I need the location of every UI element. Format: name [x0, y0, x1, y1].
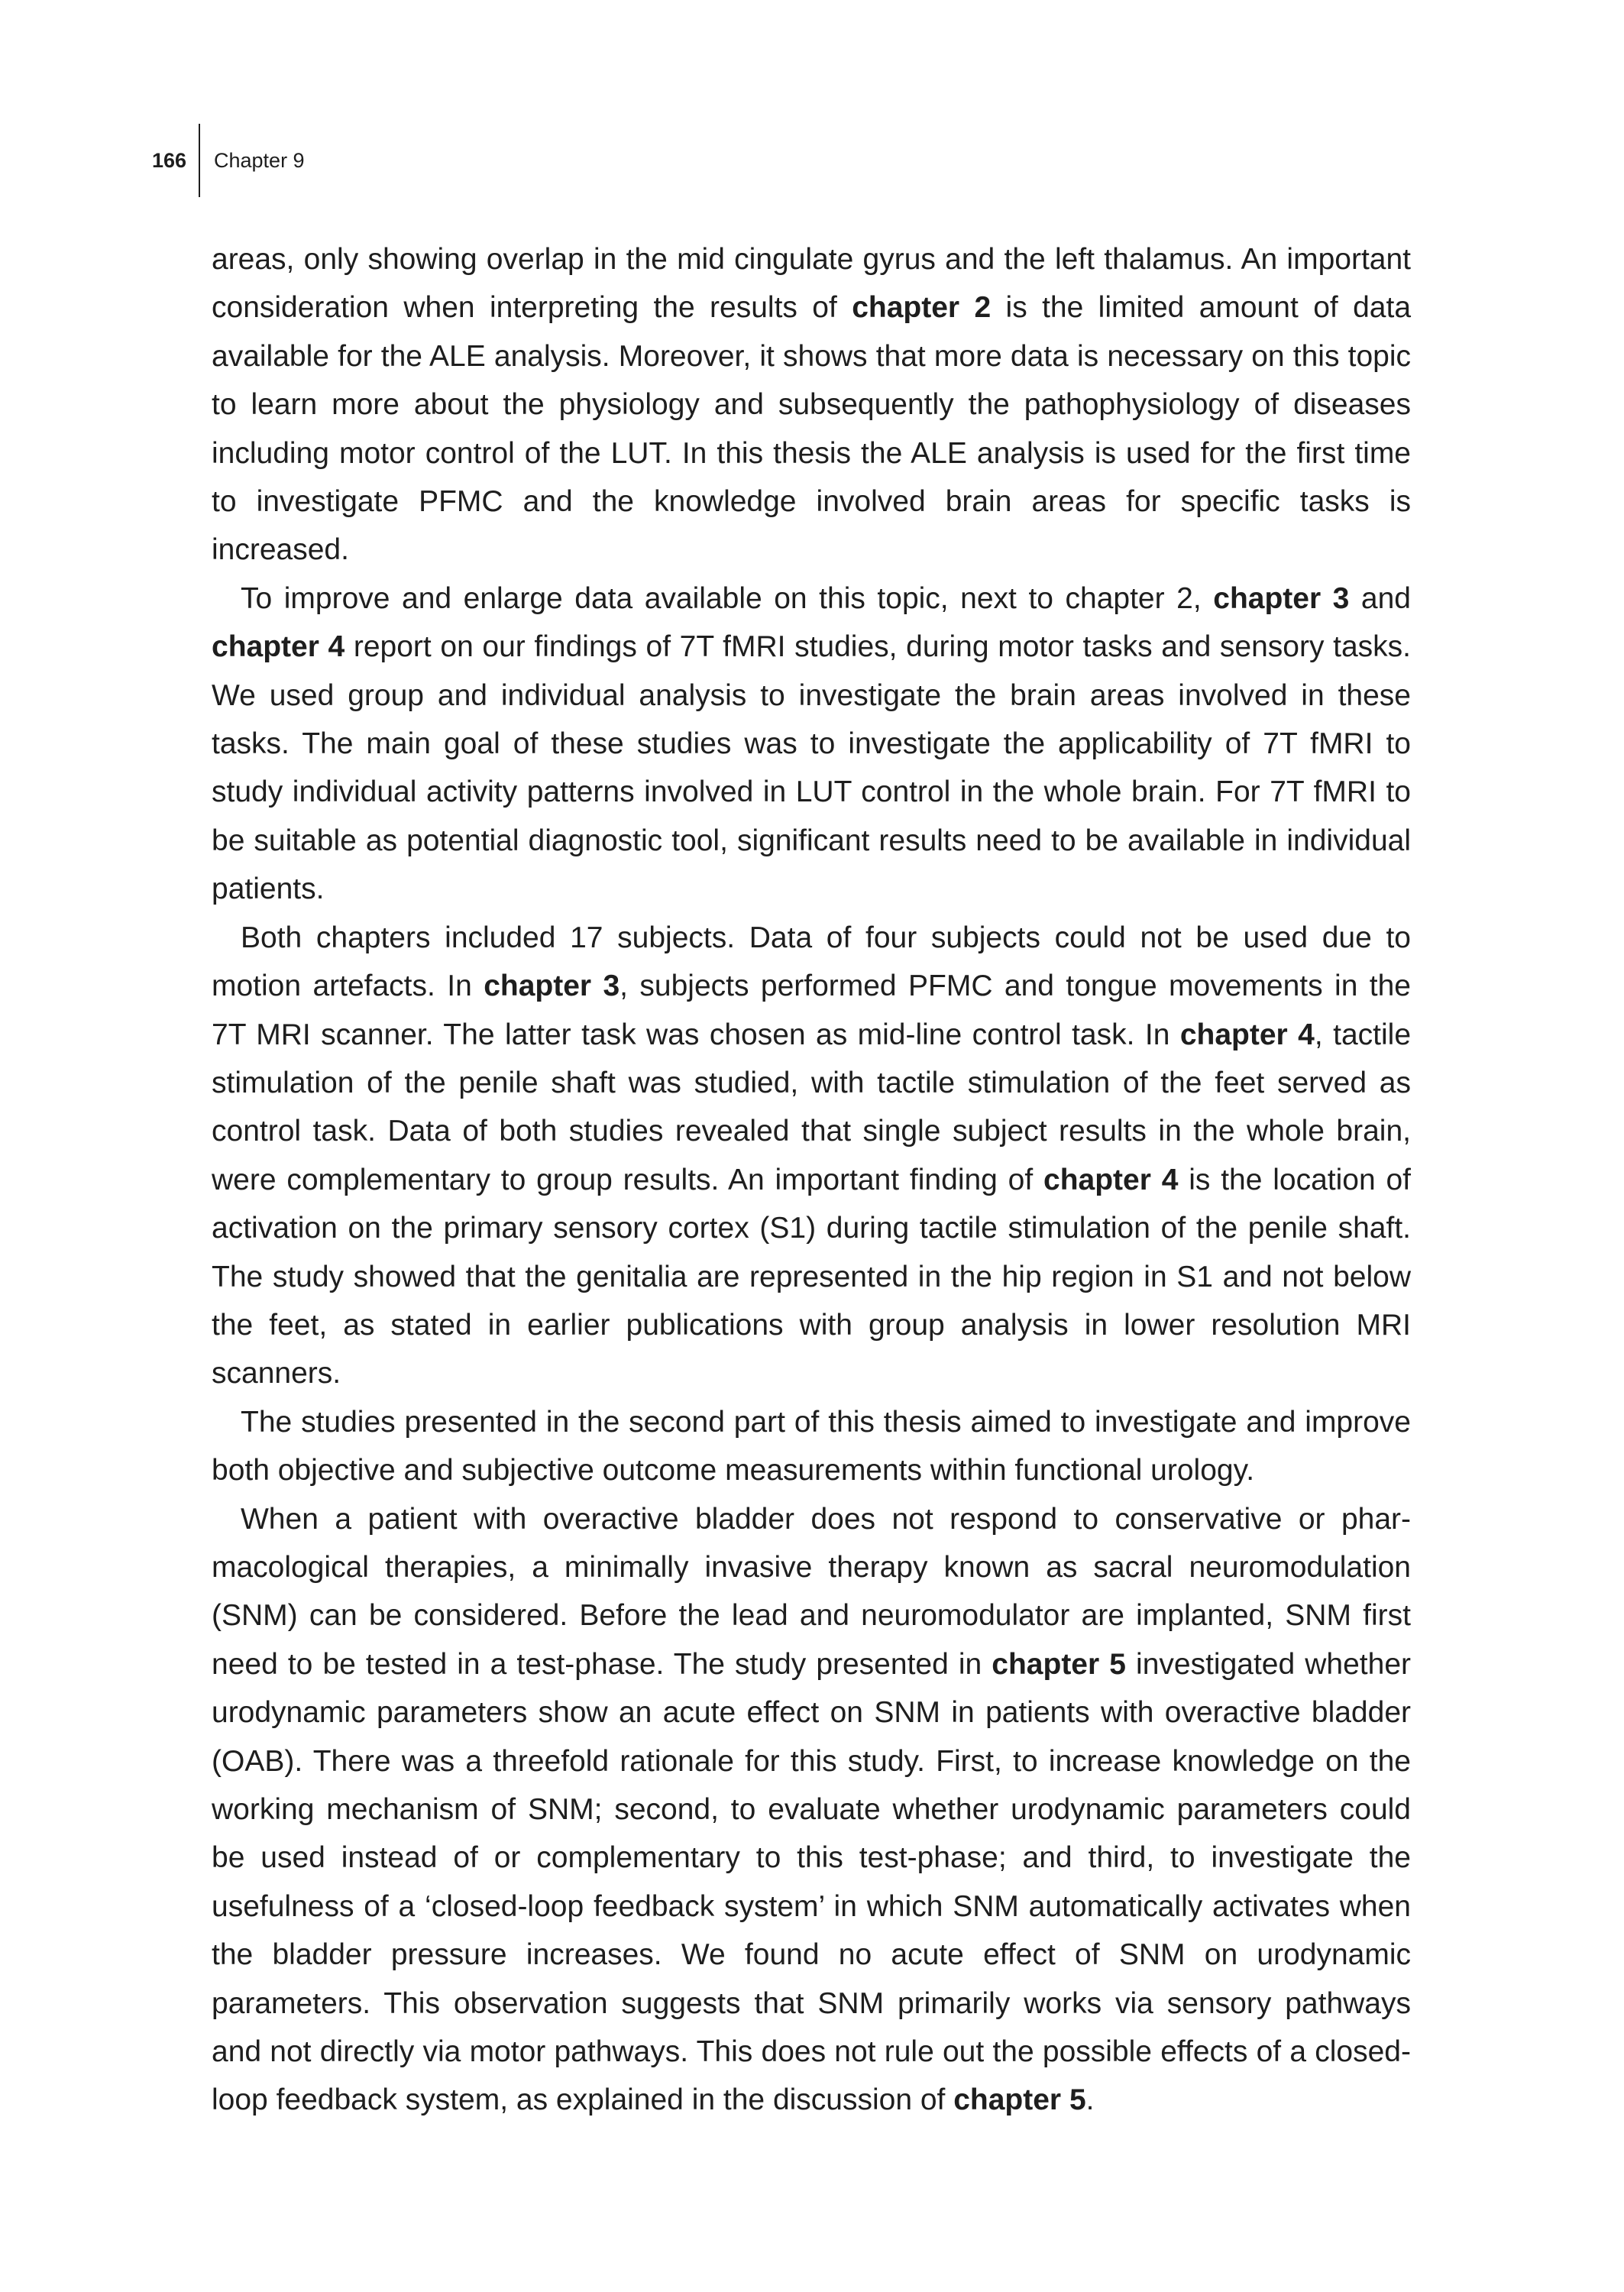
paragraph-2 — [212, 575, 1411, 914]
chapter-reference: chapter 4 — [212, 630, 345, 664]
chapter-reference: chapter 4 — [1043, 1163, 1179, 1196]
chapter-reference: chapter 4 — [1179, 1018, 1315, 1051]
paragraph-text: Both chapters included 17 subjects. Data of four subjects could not be used due to motion artefacts. In — [212, 921, 1411, 1003]
running-head — [115, 128, 305, 193]
paragraph-text: , subjects performed PFMC and tongue movements in the 7T MRI scanner. The latter task was chosen as mid-line control task. In — [212, 970, 1412, 1051]
paragraph-1 — [212, 235, 1411, 575]
page-number: 166 — [151, 148, 186, 172]
paragraph-text: , tactile stimulation of the penile shaft was studied, with tactile stimulation of the feet served as control task. Data of both studies revealed that single subject results in the whole brain, were complementary to group results. An important finding of — [212, 1018, 1412, 1196]
chapter-reference: chapter 5 — [953, 2083, 1086, 2117]
paragraph-text: areas, only showing overlap in the mid cingulate gyrus and the left thalamus. An important consideration when interpreting the results of — [212, 243, 1411, 325]
chapter-reference: chapter 3 — [484, 970, 620, 1003]
paragraph-3 — [212, 914, 1411, 1398]
paragraph-text: is the limited amount of data available for the ALE analysis. Moreover, it shows that more data is necessary on this topic to learn more about the physiology and subsequently the pathophysiology of diseases including motor control of the LUT. In this thesis the ALE analysis is used for the first time to investigate PFMC and the knowledge involved brain areas for specific tasks is increased. — [212, 291, 1412, 567]
paragraph-text: investigated whether urodynamic parameters show an acute effect on SNM in patients with overactive bladder (OAB). There was a threefold rationale for this study. First, to increase knowledge on the working mechanism of SNM; second, to evaluate whether urodynamic parameters could be used instead of or complementary to this test-phase; and third, to investigate the usefulness of a ‘closed-loop feedback system’ in which SNM automatically activates when the bladder pressure increases. We found no acute effect of SNM on urodynamic parameters. This observation suggests that SNM primarily works via sensory pathways and not directly via motor pathways. This does not rule out the possible effects of a closed-loop feedback system, as explained in the discussion of — [212, 1647, 1411, 2117]
paragraph-4 — [212, 1398, 1411, 1495]
paragraph-5 — [212, 1495, 1411, 2125]
paragraph-text: To improve and enlarge data available on this topic, next to chapter 2, — [241, 581, 1214, 615]
paragraph-text: When a patient with overactive bladder does not respond to conservative or pharmacological therapies, a minimally invasive therapy known as sacral neuromodulation (SNM) can be considered. Before the lead and neuromodulator are implanted, SNM first need to be tested in a test-phase. The study presented in — [212, 1502, 1411, 1681]
paragraph-text: . — [1085, 2083, 1095, 2117]
paragraph-text: is the location of activation on the primary sensory cortex (S1) during tactile stimulation of the penile shaft. The study showed that the genitalia are represented in the hip region in S1 and not below the feet, as stated in earlier publications with group analysis in lower resolution MRI scanners. — [212, 1163, 1412, 1390]
paragraph-text: The studies presented in the second part of this thesis aimed to investigate and improve both objective and subjective outcome measurements within functional urology. — [212, 1405, 1411, 1488]
chapter-reference: chapter 5 — [992, 1647, 1126, 1681]
chapter-reference: chapter 3 — [1213, 581, 1350, 615]
body-text — [212, 235, 1411, 2125]
paragraph-text: and — [1349, 581, 1411, 615]
chapter-label: Chapter 9 — [214, 148, 305, 172]
paragraph-text: report on our findings of 7T fMRI studies, during motor tasks and sensory tasks. We used group and individual analysis to investigate the brain areas involved in these tasks. The main goal of these studies was to investigate the applicability of 7T fMRI to study individual activity patterns involved in LUT control in the whole brain. For 7T fMRI to be suitable as potential diagnostic tool, significant results need to be available in individual patients. — [212, 630, 1411, 906]
chapter-reference: chapter 2 — [852, 291, 992, 325]
